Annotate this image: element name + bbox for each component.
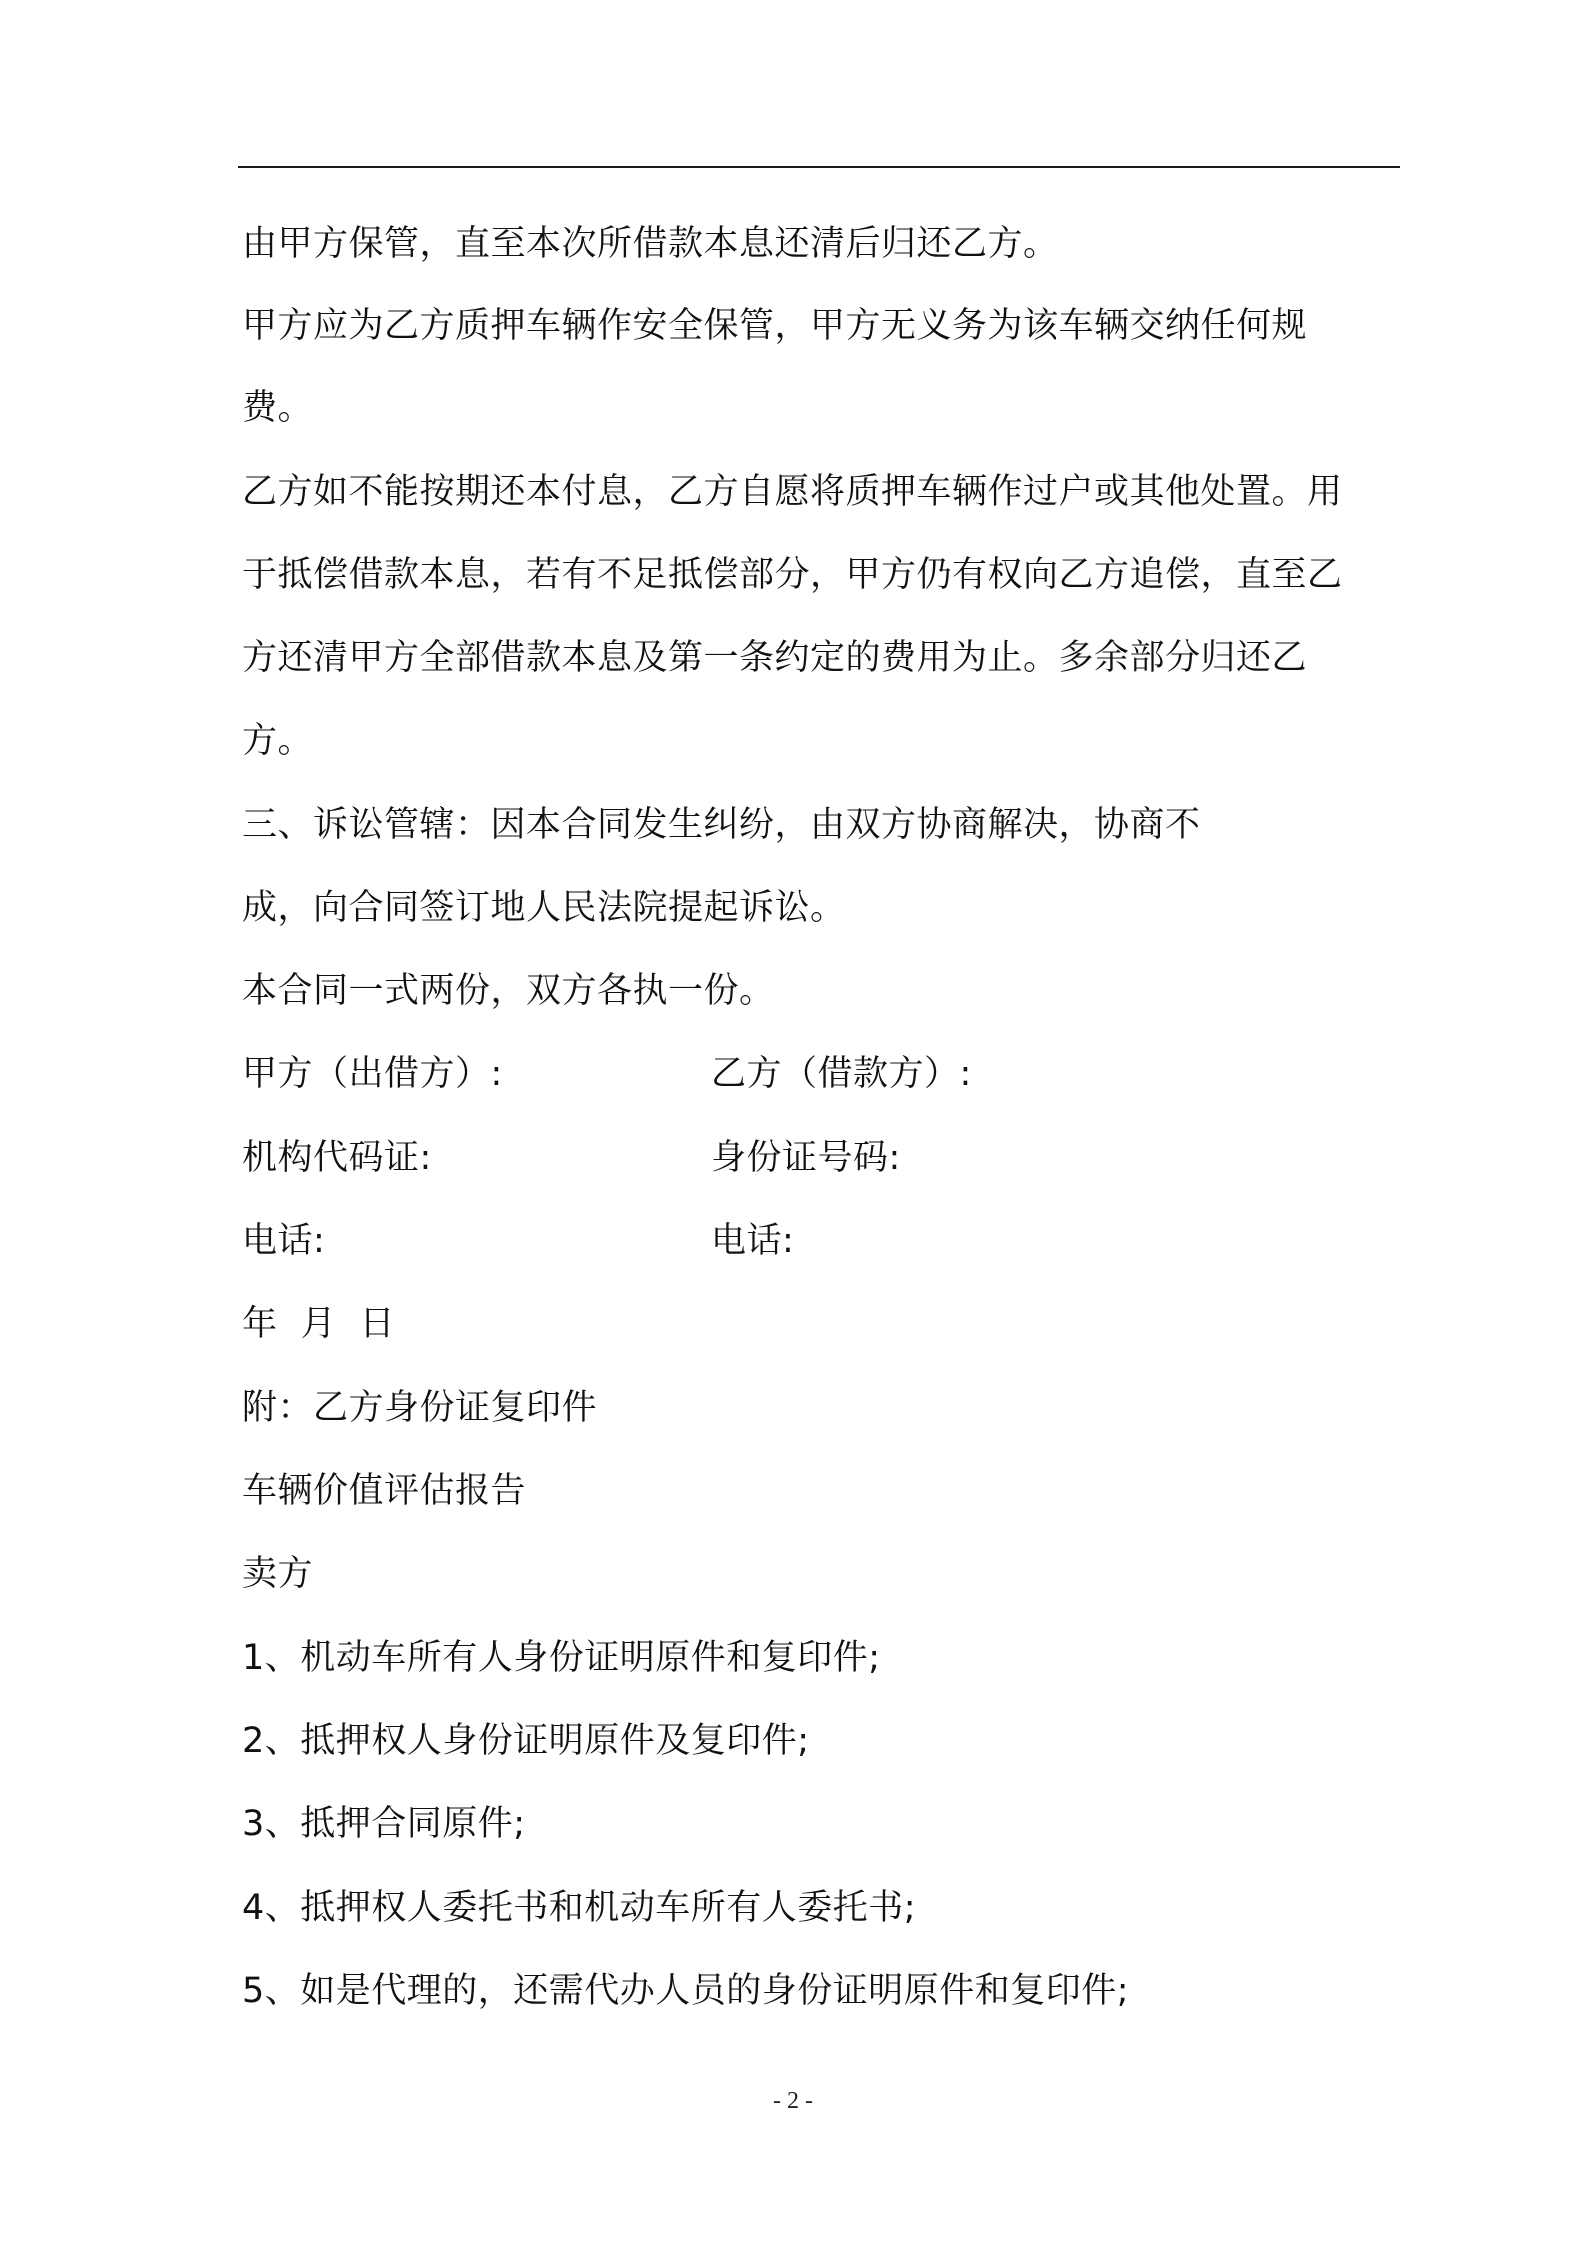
header-divider <box>238 166 1400 168</box>
phone-a-label: 电话: <box>242 1221 326 1261</box>
attachment-line: 附：乙方身份证复印件 <box>242 1388 598 1428</box>
id-number-label: 身份证号码: <box>711 1138 901 1178</box>
signature-row-parties <box>242 1052 1392 1096</box>
list-item: 3、抵押合同原件; <box>242 1804 526 1844</box>
org-code-label: 机构代码证: <box>242 1138 432 1178</box>
signature-row-phone <box>242 1219 1392 1263</box>
date-label: 年 月 日 <box>242 1304 396 1344</box>
body-line: 乙方如不能按期还本付息，乙方自愿将质押车辆作过户或其他处置。用 <box>242 472 1343 512</box>
attachment-line: 车辆价值评估报告 <box>242 1471 527 1511</box>
body-line: 由甲方保管，直至本次所借款本息还清后归还乙方。 <box>242 224 1059 264</box>
list-item: 2、抵押权人身份证明原件及复印件; <box>242 1721 810 1761</box>
body-line: 甲方应为乙方质押车辆作安全保管，甲方无义务为该车辆交纳任何规 <box>242 306 1308 346</box>
seller-heading: 卖方 <box>242 1554 314 1594</box>
copies-statement: 本合同一式两份，双方各执一份。 <box>242 971 775 1011</box>
party-b-label: 乙方（借款方）: <box>711 1054 972 1094</box>
list-item: 1、机动车所有人身份证明原件和复印件; <box>242 1638 881 1678</box>
page-number: - 2 - <box>773 2088 813 2114</box>
body-line: 于抵偿借款本息，若有不足抵偿部分，甲方仍有权向乙方追偿，直至乙 <box>242 555 1343 595</box>
jurisdiction-clause: 三、诉讼管辖：因本合同发生纠纷，由双方协商解决，协商不 <box>242 805 1201 845</box>
signature-row-ids <box>242 1136 1392 1180</box>
body-line: 费。 <box>242 388 314 428</box>
list-item: 4、抵押权人委托书和机动车所有人委托书; <box>242 1888 917 1928</box>
jurisdiction-clause-cont: 成，向合同签订地人民法院提起诉讼。 <box>242 888 846 928</box>
list-item: 5、如是代理的，还需代办人员的身份证明原件和复印件; <box>242 1971 1130 2011</box>
party-a-label: 甲方（出借方）: <box>242 1054 503 1094</box>
body-line: 方还清甲方全部借款本息及第一条约定的费用为止。多余部分归还乙 <box>242 638 1308 678</box>
body-line: 方。 <box>242 721 314 761</box>
phone-b-label: 电话: <box>711 1221 795 1261</box>
